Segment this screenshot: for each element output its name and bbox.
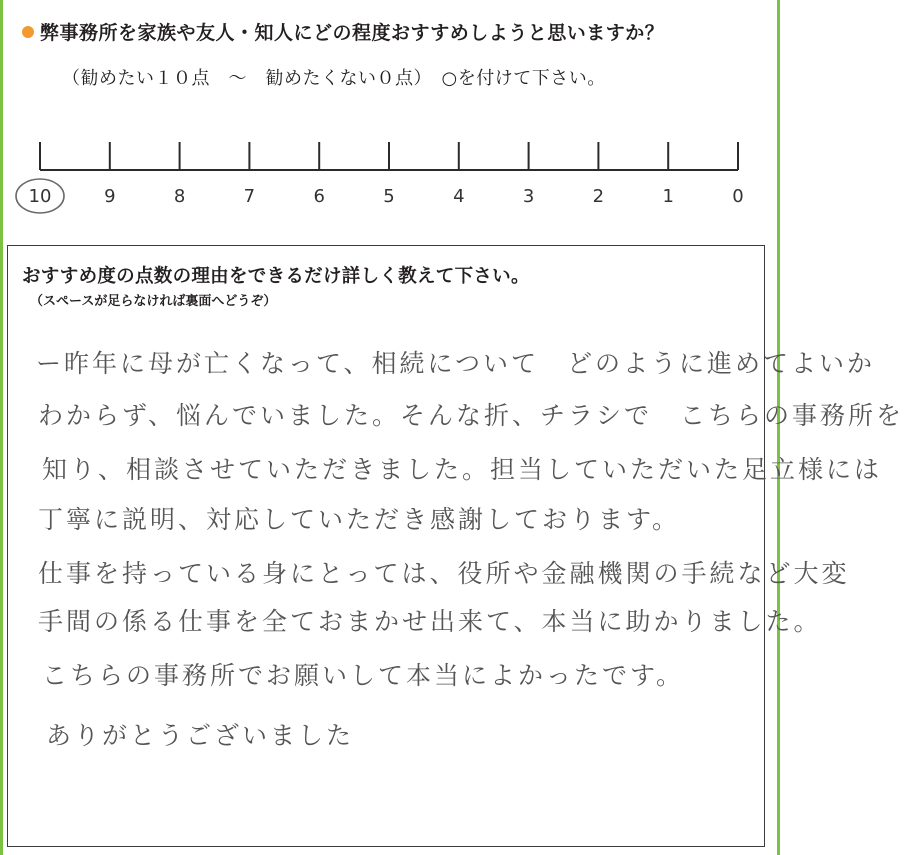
question-title: 弊事務所を家族や友人・知人にどの程度おすすめしようと思いますか？: [40, 22, 665, 44]
reason-box: [7, 245, 904, 847]
left-green-border: [0, 0, 3, 855]
handwritten-line: わからず、悩んでいました。そんな折、チラシで こちらの事務所を: [38, 401, 904, 430]
handwritten-line: 手間の係る仕事を全ておまかせ出来て、本当に助かりました。: [38, 607, 822, 636]
scale-label-0: 0: [732, 186, 744, 207]
scale-label-3: 3: [522, 186, 535, 207]
scale-label-10: 10: [28, 186, 52, 207]
reason-title: おすすめ度の点数の理由をできるだけ詳しく教えて下さい。: [22, 266, 530, 287]
handwritten-line: 丁寧に説明、対応していただき感謝しております。: [38, 505, 681, 534]
reason-note: （スペースが足らなければ裏面へどうぞ）: [30, 294, 277, 309]
question-instruction: （勧めたい１０点 ～ 勧めたくない０点） ○を付けて下さい。: [62, 68, 606, 89]
scale-label-7: 7: [243, 186, 256, 207]
scale-label-1: 1: [662, 186, 674, 207]
scale-label-9: 9: [104, 186, 116, 207]
handwritten-line: 仕事を持っている身にとっては、役所や金融機関の手続など大変: [38, 559, 850, 588]
handwritten-line: 知り、相談させていただきました。担当していただいた足立様には: [42, 455, 883, 484]
scale-label-6: 6: [313, 186, 325, 207]
handwritten-line: ー昨年に母が亡くなって、相続について どのように進めてよいか: [36, 349, 876, 378]
scale-label-5: 5: [383, 186, 395, 207]
handwritten-line: ありがとうございました: [46, 721, 355, 750]
scale-label-8: 8: [173, 186, 186, 207]
selected-score-circle: [16, 179, 64, 213]
question-row: [22, 18, 664, 45]
handwritten-line: こちらの事務所でお願いして本当によかったです。: [42, 661, 685, 690]
orange-bullet-icon: [22, 26, 34, 38]
scale-label-4: 4: [453, 186, 465, 207]
scale-label-2: 2: [592, 186, 605, 207]
